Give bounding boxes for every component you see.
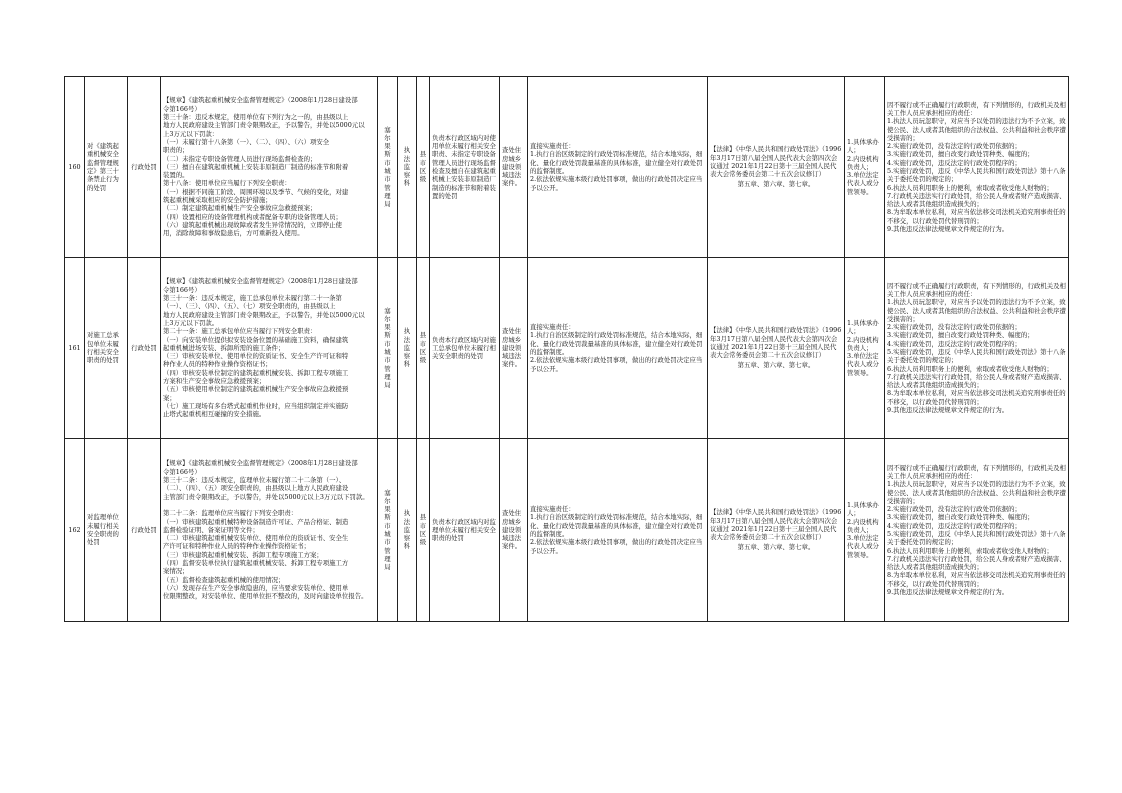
responsibility-scope: 负责本行政区域内对使用单位未履行相关安全职责、未指定专职设备管理人员进行现场监督检查及擅自在建筑起重机械上安装非原制造厂制造的标准节和附着装置的处罚: [430, 77, 500, 258]
law-reference: [708, 77, 845, 258]
table-row: [65, 258, 1069, 439]
basis-line: 第三十一条：违反本规定，施工总承包单位未履行第二十一条第: [163, 294, 342, 303]
basis-line: 地方人民政府建设主管部门责令限期改正，予以警告，并处以5000元以: [163, 121, 365, 130]
legal-basis: [161, 77, 378, 258]
duty-description: 直接实施责任： 1.执行自治区级制定的行政处罚标准规范，结合本地实际，细化、量化行政处罚裁量基准的具体标准，建立健全对行政处罚的监督制度。 2.依法依规实施本级行政处罚事项，做出的行政处罚决定应当予以公开。: [528, 439, 708, 622]
basis-line: （二）审核建筑起重机械安装单位、使用单位的资质证书、安全生: [163, 534, 349, 543]
basis-line: 起重机械进场安装、拆卸所需的施工条件；: [163, 343, 285, 352]
item-category: 行政处罚: [128, 77, 161, 258]
table-row: [65, 439, 1069, 622]
level-vertical: 县 市 区 级: [417, 439, 430, 622]
enforcement-subject: 查处住房城乡建设领域违法案件。: [500, 439, 528, 622]
basis-line: 方案和生产安全事故应急救援预案；: [163, 377, 266, 386]
basis-line: （六）发现存在生产安全事故隐患的，应当要求安装单位、使用单: [163, 583, 349, 592]
basis-line: （一）向安装单位提供拟安装设备位置的基础施工资料，确保建筑: [163, 335, 349, 344]
basis-line: 第二十二条：监理单位应当履行下列安全职责：: [163, 509, 298, 518]
basis-line: 令第166号）: [163, 285, 201, 294]
legal-basis: [161, 439, 378, 622]
basis-line: 监督检验证明、备案证明等文件；: [163, 525, 259, 534]
item-category: 行政处罚: [128, 258, 161, 439]
basis-line: （四）监督安装单位执行建筑起重机械安装、拆卸工程专项施工方: [163, 559, 349, 568]
legal-basis: [161, 258, 378, 439]
basis-line: 上3万元以下罚款：: [163, 129, 219, 138]
responsible-person: 1.具体承办人； 2.内设机构负责人； 3.单位法定代表人或分管领导。: [845, 258, 885, 439]
row-number: 160: [65, 77, 85, 258]
basis-line: （四）审核安装单位制定的建筑起重机械安装、拆卸工程专项施工: [163, 368, 349, 377]
basis-line: （四）设置相应的设备管理机构或者配备专职的设备管理人员；: [163, 212, 342, 221]
basis-line: 上3万元以下罚款。: [163, 318, 219, 327]
executor-vertical: 执 法 监 察 科: [398, 258, 417, 439]
executor-vertical: 执 法 监 察 科: [398, 439, 417, 622]
level-vertical: 县 市 区 级: [417, 77, 430, 258]
basis-line: 第二十一条：施工总承包单位应当履行下列安全职责：: [163, 327, 317, 336]
basis-line: 【规章】《建筑起重机械安全监督管理规定》（2008年1月28日建设部: [163, 96, 358, 105]
basis-line: 令第166号）: [163, 104, 201, 113]
basis-line: 止塔式起重机相互碰撞的安全措施。: [163, 410, 266, 419]
row-number: 162: [65, 439, 85, 622]
responsibility-scope: 负责本行政区域内对监理单位未履行相关安全职责的处罚: [430, 439, 500, 622]
responsibility-table: [64, 76, 1069, 622]
law-text: 【法律】《中华人民共和国行政处罚法》（1996年3月17日第八届全国人民代表大会第四次会议通过 2021年1月22日第十三届全国人民代表大会常务委员会第二十五次会议修订）: [710, 145, 842, 179]
basis-line: 地方人民政府建设主管部门责令限期改正，予以警告，并处以5000元以: [163, 310, 365, 319]
item-name: 对施工总承包单位未履行相关安全职责的处罚: [85, 258, 128, 439]
basis-line: （一）未履行第十八条第（一）、（二）、（四）、（六）项安全: [163, 137, 330, 146]
accountability-clauses: 因不履行或不正确履行行政职责，有下列情形的，行政机关及相关工作人员应承担相应的责任： 1.执法人员玩忽职守，对应当予以处罚的违法行为不予立案，致使公民、法人或者其他组织的合法权益、公共利益和社会秩序遭受损害的； 2.实施行政处罚，没有法定的行政处罚依据的； 3.实施行政处罚，擅自改变行政处罚种类、幅度的； 4.实施行政处罚，违反法定的行政处罚程序的； 5.实施行政处罚，违反《中华人民共和国行政处罚法》第十八条关于委托处罚的规定的； 6.执法人员利用职务上的便利，索取或者收受他人财物的； 7.行政机关违法实行行政处罚，给公民人身或者财产造成损害、给法人或者其他组织造成损失的； 8.为牟取本单位私利，对应当依法移交司法机关追究刑事责任的不移交，以行政处罚代替刑罚的； 9.其他违反法律法规规章文件规定的行为。: [885, 77, 1069, 258]
basis-line: 主管部门责令限期改正，予以警告，并处以5000元以上3万元以下罚款。: [163, 492, 369, 501]
law-reference: [708, 258, 845, 439]
law-chapters: 第五章、第六章、第七章。: [737, 543, 815, 552]
department-vertical: 塞 尔 果 斯 市 城 市 管 理 局: [378, 77, 398, 258]
duty-description: 直接实施责任： 1.执行自治区级制定的行政处罚标准规范，结合本地实际，细化、量化行政处罚裁量基准的具体标准，建立健全对行政处罚的监督制度。 2.依法依规实施本级行政处罚事项，做出的行政处罚决定应当予以公开。: [528, 77, 708, 258]
department-vertical: 塞 尔 果 斯 市 城 市 管 理 局: [378, 439, 398, 622]
basis-line: （三）擅自在建筑起重机械上安装非原制造厂制造的标准节和附着: [163, 162, 349, 171]
basis-line: （五）审核使用单位制定的建筑起重机械生产安全事故应急救援预: [163, 385, 349, 394]
basis-line: （二）未指定专职设备管理人员进行现场监督检查的；: [163, 154, 317, 163]
enforcement-subject: 查处住房城乡建设领域违法案件。: [500, 258, 528, 439]
enforcement-subject: 查处住房城乡建设领域违法案件。: [500, 77, 528, 258]
basis-line: 产许可证和特种作业人员的特种作业操作资格证书；: [163, 542, 310, 551]
basis-line: （三）审核安装单位、使用单位的资质证书、安全生产许可证和特: [163, 352, 349, 361]
basis-line: 第三十条：违反本规定，使用单位有下列行为之一的，由县级以上: [163, 113, 349, 122]
department-vertical: 塞 尔 果 斯 市 城 市 管 理 局: [378, 258, 398, 439]
basis-line: （一）根据不同施工阶段、周围环境以及季节、气候的变化，对建: [163, 187, 349, 196]
table-row: [65, 77, 1069, 258]
basis-line: 第三十二条：违反本规定，监理单位未履行第二十二条第（一）、: [163, 476, 346, 485]
basis-line: 令第166号）: [163, 467, 201, 476]
duty-description: 直接实施责任： 1.执行自治区级制定的行政处罚标准规范，结合本地实际，细化、量化行政处罚裁量基准的具体标准，建立健全对行政处罚的监督制度。 2.依法依规实施本级行政处罚事项，做出的行政处罚决定应当予以公开。: [528, 258, 708, 439]
basis-line: （二）、（四）、（五）项安全职责的，由县级以上地方人民政府建设: [163, 484, 349, 493]
law-text: 【法律】《中华人民共和国行政处罚法》（1996年3月17日第八届全国人民代表大会第四次会议通过 2021年1月22日第十三届全国人民代表大会常务委员会第二十五次会议修订）: [710, 326, 842, 360]
level-vertical: 县 市 区 级: [417, 258, 430, 439]
item-name: 对《建筑起重机械安全监督管理规定》第三十条禁止行为的处罚: [85, 77, 128, 258]
basis-line: 位限期整改，对安装单位、使用单位拒不整改的，及时向建设单位报告。: [163, 592, 368, 601]
basis-line: 种作业人员的特种作业操作资格证书；: [163, 360, 272, 369]
executor-vertical: 执 法 监 察 科: [398, 77, 417, 258]
row-number: 161: [65, 258, 85, 439]
basis-line: [163, 501, 375, 509]
responsibility-scope: 负责本行政区域内对施工总承包单位未履行相关安全职责的处罚: [430, 258, 500, 439]
responsible-person: 1.具体承办人； 2.内设机构负责人； 3.单位法定代表人或分管领导。: [845, 77, 885, 258]
accountability-clauses: 因不履行或不正确履行行政职责，有下列情形的，行政机关及相关工作人员应承担相应的责任： 1.执法人员玩忽职守，对应当予以处罚的违法行为不予立案，致使公民、法人或者其他组织的合法权益、公共利益和社会秩序遭受损害的； 2.实施行政处罚，没有法定的行政处罚依据的； 3.实施行政处罚，擅自改变行政处罚种类、幅度的； 4.实施行政处罚，违反法定的行政处罚程序的； 5.实施行政处罚，违反《中华人民共和国行政处罚法》第十八条关于委托处罚的规定的； 6.执法人员利用职务上的便利，索取或者收受他人财物的； 7.行政机关违法实行行政处罚，给公民人身或者财产造成损害、给法人或者其他组织造成损失的； 8.为牟取本单位私利，对应当依法移交司法机关追究刑事责任的不移交，以行政处罚代替刑罚的； 9.其他违反法律法规规章文件规定的行为。: [885, 439, 1069, 622]
responsible-person: 1.具体承办人； 2.内设机构负责人； 3.单位法定代表人或分管领导。: [845, 439, 885, 622]
law-text: 【法律】《中华人民共和国行政处罚法》（1996年3月17日第八届全国人民代表大会第四次会议通过 2021年1月22日第十三届全国人民代表大会常务委员会第二十五次会议修订）: [710, 508, 842, 542]
basis-line: 第十八条：使用单位应当履行下列安全职责：: [163, 179, 291, 188]
basis-line: （三）审核建筑起重机械安装、拆卸工程专项施工方案；: [163, 550, 323, 559]
basis-line: 案情况；: [163, 567, 189, 576]
item-name: 对监理单位未履行相关安全职责的处罚: [85, 439, 128, 622]
basis-line: 装置的。: [163, 171, 189, 180]
law-chapters: 第五章、第六章、第七章。: [737, 361, 815, 370]
basis-line: 筑起重机械采取相应的安全防护措施；: [163, 196, 272, 205]
law-chapters: 第五章、第六章、第七章。: [737, 180, 815, 189]
law-reference: [708, 439, 845, 622]
basis-line: （五）监督检查建筑起重机械的使用情况；: [163, 575, 285, 584]
basis-line: （二）制定建筑起重机械生产安全事故应急救援预案；: [163, 204, 317, 213]
basis-line: （一）审核建筑起重机械特种设备制造许可证、产品合格证、制造: [163, 517, 349, 526]
basis-line: 案；: [163, 393, 176, 402]
basis-line: （六）建筑起重机械出现故障或者发生异常情况的，立即停止使: [163, 220, 342, 229]
item-category: 行政处罚: [128, 439, 161, 622]
basis-line: 职责的；: [163, 146, 189, 155]
basis-line: （一）、（三）、（四）、（五）、（七）项安全职责的，由县级以上: [163, 302, 336, 311]
basis-line: （七）施工现场有多台塔式起重机作业时，应当组织制定并实施防: [163, 401, 349, 410]
basis-line: 【规章】《建筑起重机械安全监督管理规定》（2008年1月28日建设部: [163, 459, 358, 468]
basis-line: 用，消除故障和事故隐患后，方可重新投入使用。: [163, 229, 304, 238]
accountability-clauses: 因不履行或不正确履行行政职责，有下列情形的，行政机关及相关工作人员应承担相应的责任： 1.执法人员玩忽职守，对应当予以处罚的违法行为不予立案，致使公民、法人或者其他组织的合法权益、公共利益和社会秩序遭受损害的； 2.实施行政处罚，没有法定的行政处罚依据的； 3.实施行政处罚，擅自改变行政处罚种类、幅度的； 4.实施行政处罚，违反法定的行政处罚程序的； 5.实施行政处罚，违反《中华人民共和国行政处罚法》第十八条关于委托处罚的规定的； 6.执法人员利用职务上的便利，索取或者收受他人财物的； 7.行政机关违法实行行政处罚，给公民人身或者财产造成损害、给法人或者其他组织造成损失的； 8.为牟取本单位私利，对应当依法移交司法机关追究刑事责任的不移交，以行政处罚代替刑罚的； 9.其他违反法律法规规章文件规定的行为。: [885, 258, 1069, 439]
basis-line: 【规章】《建筑起重机械安全监督管理规定》（2008年1月28日建设部: [163, 277, 358, 286]
